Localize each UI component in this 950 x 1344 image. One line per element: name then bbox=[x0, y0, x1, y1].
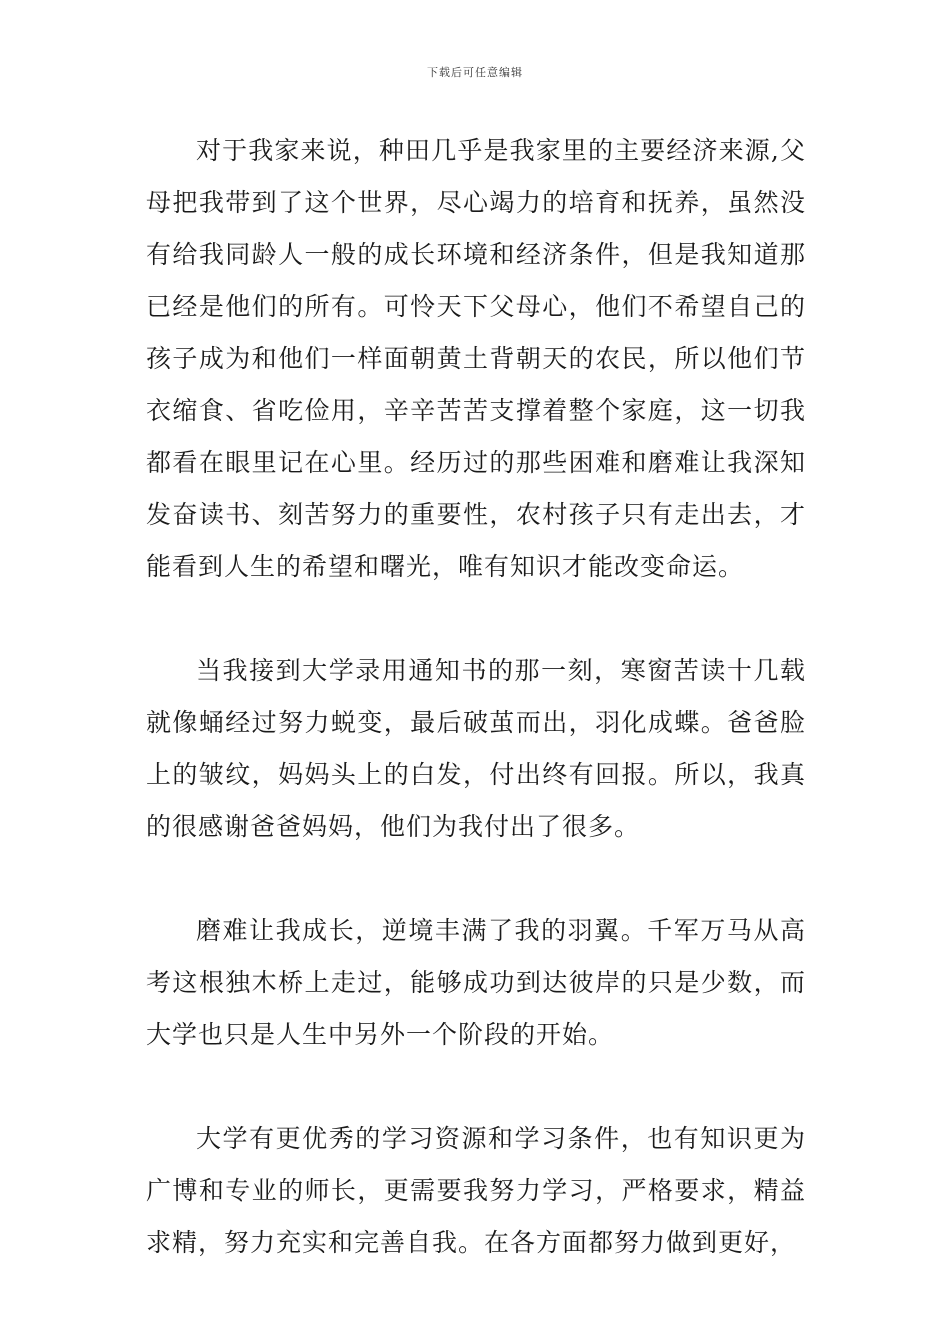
paragraph-2: 当我接到大学录用通知书的那一刻，寒窗苦读十几载就像蛹经过努力蜕变，最后破茧而出，羽化成蝶。爸爸脸上的皱纹，妈妈头上的白发，付出终有回报。所以，我真的很感谢爸爸妈妈，他们为我付出了很多。 bbox=[146, 656, 806, 841]
document-body bbox=[146, 125, 806, 1269]
paragraph-1: 对于我家来说，种田几乎是我家里的主要经济来源,父母把我带到了这个世界，尽心竭力的培育和抚养，虽然没有给我同龄人一般的成长环境和经济条件，但是我知道那已经是他们的所有。可怜天下父母心，他们不希望自己的孩子成为和他们一样面朝黄土背朝天的农民，所以他们节衣缩食、省吃俭用，辛辛苦苦支撑着整个家庭，这一切我都看在眼里记在心里。经历过的那些困难和磨难让我深知发奋读书、刻苦努力的重要性，农村孩子只有走出去，才能看到人生的希望和曙光，唯有知识才能改变命运。 bbox=[146, 136, 806, 581]
paragraph-4: 大学有更优秀的学习资源和学习条件，也有知识更为广博和专业的师长，更需要我努力学习，严格要求，精益求精，努力充实和完善自我。在各方面都努力做到更好， bbox=[146, 1124, 806, 1257]
paragraph-3: 磨难让我成长，逆境丰满了我的羽翼。千军万马从高考这根独木桥上走过，能够成功到达彼岸的只是少数，而大学也只是人生中另外一个阶段的开始。 bbox=[146, 916, 806, 1049]
page-header-note: 下载后可任意编辑 bbox=[427, 66, 523, 79]
